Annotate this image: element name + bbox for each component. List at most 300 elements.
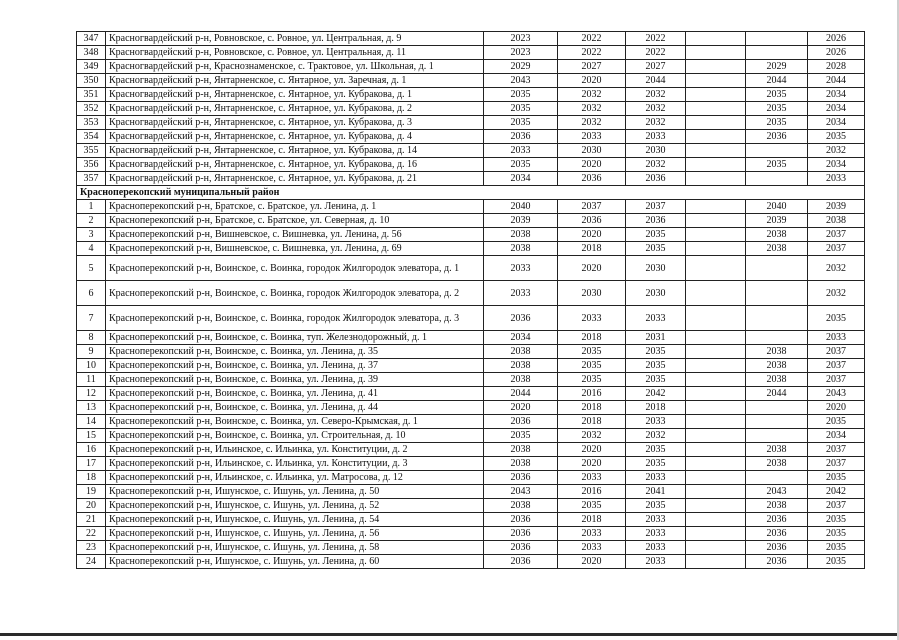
row-year-4 <box>686 457 746 471</box>
row-year-5 <box>746 256 808 281</box>
row-year-6: 2032 <box>808 144 865 158</box>
row-year-4 <box>686 527 746 541</box>
row-year-6: 2037 <box>808 457 865 471</box>
row-number: 24 <box>77 555 106 569</box>
row-year-5: 2044 <box>746 387 808 401</box>
row-year-1: 2036 <box>484 471 558 485</box>
row-year-5 <box>746 429 808 443</box>
row-year-2: 2020 <box>558 443 626 457</box>
table-body-top <box>77 32 865 186</box>
table-row <box>77 256 865 281</box>
table-row <box>77 359 865 373</box>
row-year-4 <box>686 242 746 256</box>
row-year-4 <box>686 200 746 214</box>
row-year-3: 2030 <box>626 281 686 306</box>
row-address: Красноперекопский р-н, Ишунское, с. Ишунь, ул. Ленина, д. 54 <box>106 513 484 527</box>
row-year-2: 2016 <box>558 485 626 499</box>
row-year-2: 2030 <box>558 281 626 306</box>
row-year-6: 2033 <box>808 331 865 345</box>
row-year-5: 2044 <box>746 74 808 88</box>
row-year-6: 2026 <box>808 32 865 46</box>
row-address: Красногвардейский р-н, Янтарненское, с. Янтарное, ул. Кубракова, д. 16 <box>106 158 484 172</box>
row-number: 12 <box>77 387 106 401</box>
row-year-1: 2038 <box>484 359 558 373</box>
row-address: Красноперекопский р-н, Братское, с. Братское, ул. Ленина, д. 1 <box>106 200 484 214</box>
row-year-4 <box>686 306 746 331</box>
row-year-2: 2020 <box>558 228 626 242</box>
row-year-2: 2020 <box>558 555 626 569</box>
row-year-2: 2022 <box>558 32 626 46</box>
row-address: Красноперекопский р-н, Ильинское, с. Ильинка, ул. Конституции, д. 3 <box>106 457 484 471</box>
row-number: 4 <box>77 242 106 256</box>
row-year-5: 2035 <box>746 158 808 172</box>
row-number: 9 <box>77 345 106 359</box>
row-year-1: 2043 <box>484 74 558 88</box>
row-number: 19 <box>77 485 106 499</box>
row-year-2: 2035 <box>558 359 626 373</box>
row-year-1: 2038 <box>484 242 558 256</box>
row-year-1: 2023 <box>484 32 558 46</box>
row-year-1: 2033 <box>484 256 558 281</box>
row-year-5: 2038 <box>746 373 808 387</box>
row-year-4 <box>686 228 746 242</box>
row-year-4 <box>686 345 746 359</box>
row-year-1: 2035 <box>484 88 558 102</box>
row-number: 3 <box>77 228 106 242</box>
row-number: 353 <box>77 116 106 130</box>
row-number: 351 <box>77 88 106 102</box>
row-year-4 <box>686 331 746 345</box>
row-year-6: 2042 <box>808 485 865 499</box>
row-address: Красноперекопский р-н, Воинское, с. Воинка, ул. Северо-Крымская, д. 1 <box>106 415 484 429</box>
table-row <box>77 429 865 443</box>
row-address: Красноперекопский р-н, Братское, с. Братское, ул. Северная, д. 10 <box>106 214 484 228</box>
row-year-3: 2033 <box>626 513 686 527</box>
row-year-6: 2028 <box>808 60 865 74</box>
row-year-4 <box>686 116 746 130</box>
row-year-1: 2040 <box>484 200 558 214</box>
row-year-4 <box>686 471 746 485</box>
table-row <box>77 387 865 401</box>
row-year-4 <box>686 158 746 172</box>
row-year-5: 2036 <box>746 513 808 527</box>
row-address: Красноперекопский р-н, Вишневское, с. Вишневка, ул. Ленина, д. 56 <box>106 228 484 242</box>
table-row <box>77 60 865 74</box>
section-title: Красноперекопский муниципальный район <box>77 186 865 200</box>
row-year-2: 2018 <box>558 331 626 345</box>
row-year-6: 2034 <box>808 429 865 443</box>
row-year-4 <box>686 485 746 499</box>
row-year-3: 2027 <box>626 60 686 74</box>
row-number: 7 <box>77 306 106 331</box>
row-year-1: 2035 <box>484 116 558 130</box>
row-year-2: 2035 <box>558 345 626 359</box>
row-year-5: 2029 <box>746 60 808 74</box>
table-row <box>77 555 865 569</box>
row-year-2: 2032 <box>558 116 626 130</box>
table-row <box>77 88 865 102</box>
row-year-2: 2035 <box>558 499 626 513</box>
table-row <box>77 331 865 345</box>
row-year-2: 2020 <box>558 457 626 471</box>
row-year-5: 2035 <box>746 88 808 102</box>
table-row <box>77 228 865 242</box>
row-year-6: 2026 <box>808 46 865 60</box>
row-year-5 <box>746 471 808 485</box>
row-address: Красногвардейский р-н, Янтарненское, с. Янтарное, ул. Кубракова, д. 1 <box>106 88 484 102</box>
row-year-5: 2036 <box>746 130 808 144</box>
row-address: Красноперекопский р-н, Воинское, с. Воинка, ул. Ленина, д. 37 <box>106 359 484 373</box>
row-year-3: 2035 <box>626 443 686 457</box>
table-row <box>77 457 865 471</box>
table-row <box>77 401 865 415</box>
row-year-3: 2044 <box>626 74 686 88</box>
row-year-1: 2036 <box>484 513 558 527</box>
row-year-6: 2033 <box>808 172 865 186</box>
row-year-2: 2018 <box>558 415 626 429</box>
row-year-6: 2032 <box>808 256 865 281</box>
row-year-1: 2038 <box>484 499 558 513</box>
table-row <box>77 46 865 60</box>
row-year-6: 2034 <box>808 116 865 130</box>
table-row <box>77 443 865 457</box>
row-address: Красноперекопский р-н, Воинское, с. Воинка, городок Жилгородок элеватора, д. 1 <box>106 256 484 281</box>
row-year-2: 2018 <box>558 401 626 415</box>
row-year-3: 2022 <box>626 46 686 60</box>
row-year-4 <box>686 88 746 102</box>
row-year-4 <box>686 60 746 74</box>
row-year-1: 2029 <box>484 60 558 74</box>
row-year-3: 2018 <box>626 401 686 415</box>
row-number: 2 <box>77 214 106 228</box>
row-year-4 <box>686 172 746 186</box>
row-year-6: 2035 <box>808 471 865 485</box>
document-sheet <box>76 31 864 569</box>
row-year-2: 2018 <box>558 513 626 527</box>
table-row <box>77 102 865 116</box>
row-address: Красногвардейский р-н, Краснознаменское, с. Трактовое, ул. Школьная, д. 1 <box>106 60 484 74</box>
row-year-2: 2020 <box>558 158 626 172</box>
row-year-1: 2033 <box>484 144 558 158</box>
row-year-1: 2043 <box>484 485 558 499</box>
row-year-1: 2036 <box>484 415 558 429</box>
row-number: 15 <box>77 429 106 443</box>
table-row <box>77 415 865 429</box>
row-year-1: 2036 <box>484 541 558 555</box>
row-year-6: 2032 <box>808 281 865 306</box>
row-year-2: 2030 <box>558 144 626 158</box>
row-year-1: 2035 <box>484 102 558 116</box>
row-year-6: 2035 <box>808 541 865 555</box>
row-year-1: 2039 <box>484 214 558 228</box>
table-row <box>77 214 865 228</box>
row-year-3: 2032 <box>626 102 686 116</box>
table-row <box>77 373 865 387</box>
row-address: Красноперекопский р-н, Ишунское, с. Ишунь, ул. Ленина, д. 60 <box>106 555 484 569</box>
row-year-4 <box>686 359 746 373</box>
table-row <box>77 345 865 359</box>
table-row <box>77 116 865 130</box>
row-year-5: 2036 <box>746 555 808 569</box>
row-year-5: 2038 <box>746 228 808 242</box>
row-year-5: 2038 <box>746 499 808 513</box>
row-year-6: 2034 <box>808 158 865 172</box>
row-year-6: 2037 <box>808 242 865 256</box>
row-year-1: 2020 <box>484 401 558 415</box>
row-number: 21 <box>77 513 106 527</box>
schedule-table <box>76 31 865 569</box>
row-number: 357 <box>77 172 106 186</box>
row-year-3: 2035 <box>626 373 686 387</box>
row-year-1: 2036 <box>484 527 558 541</box>
row-address: Красноперекопский р-н, Ишунское, с. Ишунь, ул. Ленина, д. 58 <box>106 541 484 555</box>
row-year-1: 2034 <box>484 331 558 345</box>
row-year-5: 2038 <box>746 457 808 471</box>
row-number: 347 <box>77 32 106 46</box>
row-year-4 <box>686 74 746 88</box>
row-year-1: 2038 <box>484 373 558 387</box>
table-row <box>77 527 865 541</box>
row-year-3: 2032 <box>626 429 686 443</box>
row-number: 16 <box>77 443 106 457</box>
row-year-2: 2036 <box>558 172 626 186</box>
row-year-4 <box>686 499 746 513</box>
table-row <box>77 32 865 46</box>
row-year-3: 2036 <box>626 214 686 228</box>
table-row <box>77 144 865 158</box>
row-year-4 <box>686 373 746 387</box>
row-year-4 <box>686 555 746 569</box>
row-year-3: 2033 <box>626 306 686 331</box>
row-year-1: 2038 <box>484 228 558 242</box>
table-row <box>77 130 865 144</box>
row-year-4 <box>686 443 746 457</box>
table-row <box>77 513 865 527</box>
row-address: Красноперекопский р-н, Ишунское, с. Ишунь, ул. Ленина, д. 50 <box>106 485 484 499</box>
row-year-6: 2043 <box>808 387 865 401</box>
row-year-6: 2035 <box>808 306 865 331</box>
row-year-2: 2018 <box>558 242 626 256</box>
row-address: Красноперекопский р-н, Воинское, с. Воинка, ул. Ленина, д. 44 <box>106 401 484 415</box>
row-year-3: 2035 <box>626 242 686 256</box>
row-year-5 <box>746 32 808 46</box>
row-year-4 <box>686 32 746 46</box>
row-year-3: 2033 <box>626 130 686 144</box>
table-section <box>77 186 865 200</box>
row-address: Красногвардейский р-н, Янтарненское, с. Янтарное, ул. Кубракова, д. 2 <box>106 102 484 116</box>
row-year-4 <box>686 415 746 429</box>
row-address: Красноперекопский р-н, Воинское, с. Воинка, туп. Железнодорожный, д. 1 <box>106 331 484 345</box>
row-year-5 <box>746 144 808 158</box>
row-number: 354 <box>77 130 106 144</box>
row-year-5 <box>746 306 808 331</box>
row-year-3: 2032 <box>626 158 686 172</box>
row-year-2: 2033 <box>558 527 626 541</box>
row-year-1: 2038 <box>484 443 558 457</box>
row-year-6: 2038 <box>808 214 865 228</box>
row-year-5: 2038 <box>746 345 808 359</box>
table-row <box>77 471 865 485</box>
row-year-4 <box>686 513 746 527</box>
row-year-1: 2034 <box>484 172 558 186</box>
row-address: Красноперекопский р-н, Вишневское, с. Вишневка, ул. Ленина, д. 69 <box>106 242 484 256</box>
row-number: 20 <box>77 499 106 513</box>
row-year-2: 2036 <box>558 214 626 228</box>
row-year-2: 2033 <box>558 471 626 485</box>
row-address: Красногвардейский р-н, Ровновское, с. Ровное, ул. Центральная, д. 11 <box>106 46 484 60</box>
row-year-1: 2033 <box>484 281 558 306</box>
row-number: 356 <box>77 158 106 172</box>
table-row <box>77 499 865 513</box>
table-row <box>77 74 865 88</box>
row-year-6: 2034 <box>808 88 865 102</box>
row-year-2: 2033 <box>558 306 626 331</box>
row-year-2: 2020 <box>558 74 626 88</box>
row-year-3: 2033 <box>626 541 686 555</box>
table-row <box>77 541 865 555</box>
row-address: Красноперекопский р-н, Воинское, с. Воинка, городок Жилгородок элеватора, д. 3 <box>106 306 484 331</box>
row-number: 11 <box>77 373 106 387</box>
row-year-1: 2036 <box>484 306 558 331</box>
row-number: 18 <box>77 471 106 485</box>
row-number: 349 <box>77 60 106 74</box>
row-number: 350 <box>77 74 106 88</box>
row-number: 17 <box>77 457 106 471</box>
row-address: Красногвардейский р-н, Янтарненское, с. Янтарное, ул. Кубракова, д. 14 <box>106 144 484 158</box>
table-body-bottom <box>77 200 865 569</box>
row-year-6: 2035 <box>808 555 865 569</box>
row-year-4 <box>686 256 746 281</box>
row-number: 22 <box>77 527 106 541</box>
row-year-2: 2032 <box>558 88 626 102</box>
row-year-1: 2044 <box>484 387 558 401</box>
row-address: Красноперекопский р-н, Ильинское, с. Ильинка, ул. Матросова, д. 12 <box>106 471 484 485</box>
row-year-6: 2037 <box>808 345 865 359</box>
row-address: Красногвардейский р-н, Янтарненское, с. Янтарное, ул. Заречная, д. 1 <box>106 74 484 88</box>
row-number: 14 <box>77 415 106 429</box>
row-address: Красноперекопский р-н, Ильинское, с. Ильинка, ул. Конституции, д. 2 <box>106 443 484 457</box>
row-year-4 <box>686 401 746 415</box>
row-number: 355 <box>77 144 106 158</box>
row-year-1: 2038 <box>484 345 558 359</box>
row-year-3: 2030 <box>626 144 686 158</box>
row-year-3: 2035 <box>626 345 686 359</box>
row-year-3: 2035 <box>626 499 686 513</box>
table-row <box>77 281 865 306</box>
row-year-5: 2038 <box>746 443 808 457</box>
row-year-6: 2039 <box>808 200 865 214</box>
row-number: 352 <box>77 102 106 116</box>
row-year-5: 2040 <box>746 200 808 214</box>
row-year-3: 2032 <box>626 116 686 130</box>
row-year-5 <box>746 46 808 60</box>
row-address: Красногвардейский р-н, Янтарненское, с. Янтарное, ул. Кубракова, д. 21 <box>106 172 484 186</box>
row-year-6: 2044 <box>808 74 865 88</box>
row-year-2: 2035 <box>558 373 626 387</box>
row-year-4 <box>686 541 746 555</box>
row-year-3: 2033 <box>626 527 686 541</box>
row-year-2: 2033 <box>558 130 626 144</box>
row-address: Красноперекопский р-н, Воинское, с. Воинка, городок Жилгородок элеватора, д. 2 <box>106 281 484 306</box>
row-address: Красноперекопский р-н, Воинское, с. Воинка, ул. Строительная, д. 10 <box>106 429 484 443</box>
row-year-2: 2032 <box>558 102 626 116</box>
row-number: 1 <box>77 200 106 214</box>
table-row <box>77 172 865 186</box>
row-address: Красногвардейский р-н, Ровновское, с. Ровное, ул. Центральная, д. 9 <box>106 32 484 46</box>
table-row <box>77 242 865 256</box>
row-year-2: 2032 <box>558 429 626 443</box>
row-year-2: 2027 <box>558 60 626 74</box>
row-year-1: 2036 <box>484 555 558 569</box>
row-year-5: 2036 <box>746 527 808 541</box>
row-year-2: 2022 <box>558 46 626 60</box>
row-year-4 <box>686 130 746 144</box>
section-row <box>77 186 865 200</box>
row-year-1: 2035 <box>484 158 558 172</box>
row-year-6: 2035 <box>808 130 865 144</box>
row-year-6: 2037 <box>808 373 865 387</box>
row-year-2: 2037 <box>558 200 626 214</box>
row-year-1: 2038 <box>484 457 558 471</box>
row-year-5: 2043 <box>746 485 808 499</box>
row-year-5: 2035 <box>746 116 808 130</box>
row-year-6: 2035 <box>808 513 865 527</box>
row-year-3: 2031 <box>626 331 686 345</box>
row-year-5: 2038 <box>746 359 808 373</box>
row-year-4 <box>686 214 746 228</box>
row-address: Красноперекопский р-н, Ишунское, с. Ишунь, ул. Ленина, д. 52 <box>106 499 484 513</box>
row-year-4 <box>686 102 746 116</box>
row-number: 348 <box>77 46 106 60</box>
row-address: Красноперекопский р-н, Воинское, с. Воинка, ул. Ленина, д. 35 <box>106 345 484 359</box>
row-address: Красноперекопский р-н, Воинское, с. Воинка, ул. Ленина, д. 39 <box>106 373 484 387</box>
row-year-2: 2033 <box>558 541 626 555</box>
row-year-3: 2035 <box>626 359 686 373</box>
row-year-5: 2035 <box>746 102 808 116</box>
row-year-6: 2037 <box>808 443 865 457</box>
row-year-1: 2023 <box>484 46 558 60</box>
row-year-2: 2020 <box>558 256 626 281</box>
row-year-5 <box>746 281 808 306</box>
row-address: Красногвардейский р-н, Янтарненское, с. Янтарное, ул. Кубракова, д. 4 <box>106 130 484 144</box>
row-year-3: 2041 <box>626 485 686 499</box>
row-year-6: 2037 <box>808 228 865 242</box>
row-year-3: 2030 <box>626 256 686 281</box>
row-year-6: 2034 <box>808 102 865 116</box>
table-row <box>77 485 865 499</box>
row-year-3: 2032 <box>626 88 686 102</box>
row-year-6: 2037 <box>808 359 865 373</box>
row-year-5 <box>746 401 808 415</box>
row-year-2: 2016 <box>558 387 626 401</box>
row-year-3: 2033 <box>626 555 686 569</box>
scan-bottom-edge <box>0 630 899 640</box>
row-year-6: 2020 <box>808 401 865 415</box>
row-address: Красногвардейский р-н, Янтарненское, с. Янтарное, ул. Кубракова, д. 3 <box>106 116 484 130</box>
row-year-4 <box>686 387 746 401</box>
row-year-6: 2037 <box>808 499 865 513</box>
row-number: 23 <box>77 541 106 555</box>
table-row <box>77 200 865 214</box>
row-year-5: 2038 <box>746 242 808 256</box>
row-number: 13 <box>77 401 106 415</box>
row-number: 8 <box>77 331 106 345</box>
row-year-3: 2033 <box>626 415 686 429</box>
row-year-3: 2033 <box>626 471 686 485</box>
table-row <box>77 306 865 331</box>
table-row <box>77 158 865 172</box>
row-year-6: 2035 <box>808 415 865 429</box>
